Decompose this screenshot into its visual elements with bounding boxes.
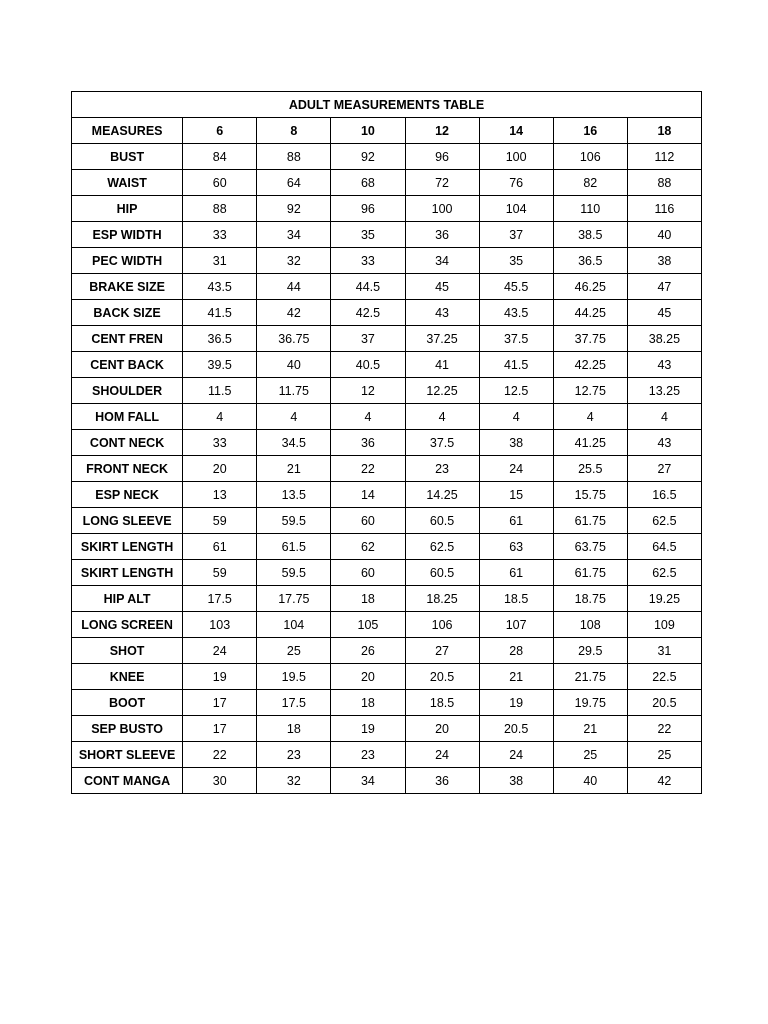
value-cell: 43.5 xyxy=(479,300,553,326)
table-row xyxy=(72,222,702,248)
value-cell: 42 xyxy=(627,768,701,794)
table-title-row xyxy=(72,92,702,118)
header-cell-size: 10 xyxy=(331,118,405,144)
value-cell: 59 xyxy=(183,508,257,534)
value-cell: 76 xyxy=(479,170,553,196)
value-cell: 110 xyxy=(553,196,627,222)
table-row xyxy=(72,612,702,638)
row-label: CONT MANGA xyxy=(72,768,183,794)
value-cell: 28 xyxy=(479,638,553,664)
value-cell: 61.75 xyxy=(553,508,627,534)
value-cell: 84 xyxy=(183,144,257,170)
value-cell: 43 xyxy=(627,430,701,456)
table-row xyxy=(72,378,702,404)
row-label: SHORT SLEEVE xyxy=(72,742,183,768)
header-cell-size: 14 xyxy=(479,118,553,144)
value-cell: 24 xyxy=(183,638,257,664)
value-cell: 44 xyxy=(257,274,331,300)
value-cell: 107 xyxy=(479,612,553,638)
value-cell: 21 xyxy=(553,716,627,742)
value-cell: 27 xyxy=(627,456,701,482)
value-cell: 25 xyxy=(627,742,701,768)
value-cell: 39.5 xyxy=(183,352,257,378)
value-cell: 34 xyxy=(257,222,331,248)
value-cell: 106 xyxy=(405,612,479,638)
value-cell: 41.5 xyxy=(183,300,257,326)
value-cell: 47 xyxy=(627,274,701,300)
value-cell: 12.25 xyxy=(405,378,479,404)
value-cell: 60.5 xyxy=(405,508,479,534)
value-cell: 17.5 xyxy=(257,690,331,716)
table-row xyxy=(72,144,702,170)
row-label: BRAKE SIZE xyxy=(72,274,183,300)
value-cell: 31 xyxy=(627,638,701,664)
value-cell: 32 xyxy=(257,248,331,274)
value-cell: 4 xyxy=(405,404,479,430)
table-row xyxy=(72,768,702,794)
value-cell: 14.25 xyxy=(405,482,479,508)
value-cell: 19 xyxy=(479,690,553,716)
value-cell: 12 xyxy=(331,378,405,404)
value-cell: 104 xyxy=(479,196,553,222)
value-cell: 44.5 xyxy=(331,274,405,300)
table-row xyxy=(72,274,702,300)
value-cell: 100 xyxy=(405,196,479,222)
value-cell: 24 xyxy=(479,742,553,768)
value-cell: 22.5 xyxy=(627,664,701,690)
table-row xyxy=(72,560,702,586)
row-label: SEP BUSTO xyxy=(72,716,183,742)
value-cell: 41 xyxy=(405,352,479,378)
value-cell: 106 xyxy=(553,144,627,170)
value-cell: 20 xyxy=(331,664,405,690)
table-row xyxy=(72,404,702,430)
value-cell: 11.5 xyxy=(183,378,257,404)
value-cell: 36.5 xyxy=(553,248,627,274)
row-label: HOM FALL xyxy=(72,404,183,430)
value-cell: 63.75 xyxy=(553,534,627,560)
value-cell: 22 xyxy=(331,456,405,482)
value-cell: 64.5 xyxy=(627,534,701,560)
value-cell: 11.75 xyxy=(257,378,331,404)
value-cell: 60.5 xyxy=(405,560,479,586)
value-cell: 37 xyxy=(479,222,553,248)
value-cell: 34.5 xyxy=(257,430,331,456)
value-cell: 44.25 xyxy=(553,300,627,326)
value-cell: 33 xyxy=(183,222,257,248)
value-cell: 18 xyxy=(257,716,331,742)
value-cell: 60 xyxy=(331,508,405,534)
row-label: SHOT xyxy=(72,638,183,664)
value-cell: 108 xyxy=(553,612,627,638)
value-cell: 109 xyxy=(627,612,701,638)
row-label: FRONT NECK xyxy=(72,456,183,482)
value-cell: 88 xyxy=(183,196,257,222)
value-cell: 18.75 xyxy=(553,586,627,612)
value-cell: 19 xyxy=(183,664,257,690)
value-cell: 4 xyxy=(183,404,257,430)
row-label: KNEE xyxy=(72,664,183,690)
value-cell: 42.5 xyxy=(331,300,405,326)
value-cell: 19.25 xyxy=(627,586,701,612)
value-cell: 64 xyxy=(257,170,331,196)
value-cell: 26 xyxy=(331,638,405,664)
value-cell: 35 xyxy=(479,248,553,274)
value-cell: 43 xyxy=(627,352,701,378)
value-cell: 88 xyxy=(257,144,331,170)
value-cell: 41.25 xyxy=(553,430,627,456)
value-cell: 27 xyxy=(405,638,479,664)
value-cell: 38 xyxy=(627,248,701,274)
value-cell: 14 xyxy=(331,482,405,508)
table-row xyxy=(72,248,702,274)
value-cell: 32 xyxy=(257,768,331,794)
value-cell: 20.5 xyxy=(479,716,553,742)
value-cell: 60 xyxy=(183,170,257,196)
value-cell: 96 xyxy=(405,144,479,170)
value-cell: 20 xyxy=(183,456,257,482)
value-cell: 38.25 xyxy=(627,326,701,352)
header-cell-size: 6 xyxy=(183,118,257,144)
header-cell-size: 12 xyxy=(405,118,479,144)
value-cell: 62 xyxy=(331,534,405,560)
table-row xyxy=(72,664,702,690)
value-cell: 38.5 xyxy=(553,222,627,248)
value-cell: 40 xyxy=(627,222,701,248)
value-cell: 20.5 xyxy=(627,690,701,716)
value-cell: 15 xyxy=(479,482,553,508)
value-cell: 38 xyxy=(479,768,553,794)
table-row xyxy=(72,716,702,742)
value-cell: 36 xyxy=(331,430,405,456)
value-cell: 18.25 xyxy=(405,586,479,612)
value-cell: 116 xyxy=(627,196,701,222)
value-cell: 41.5 xyxy=(479,352,553,378)
value-cell: 37.75 xyxy=(553,326,627,352)
measurements-table xyxy=(71,91,702,794)
value-cell: 17.75 xyxy=(257,586,331,612)
value-cell: 63 xyxy=(479,534,553,560)
value-cell: 62.5 xyxy=(405,534,479,560)
value-cell: 30 xyxy=(183,768,257,794)
value-cell: 92 xyxy=(257,196,331,222)
value-cell: 21 xyxy=(257,456,331,482)
value-cell: 4 xyxy=(257,404,331,430)
value-cell: 42.25 xyxy=(553,352,627,378)
value-cell: 34 xyxy=(331,768,405,794)
value-cell: 22 xyxy=(183,742,257,768)
value-cell: 61 xyxy=(479,508,553,534)
row-label: ESP WIDTH xyxy=(72,222,183,248)
row-label: SHOULDER xyxy=(72,378,183,404)
value-cell: 36.5 xyxy=(183,326,257,352)
table-title: ADULT MEASUREMENTS TABLE xyxy=(72,92,702,118)
value-cell: 42 xyxy=(257,300,331,326)
value-cell: 17.5 xyxy=(183,586,257,612)
value-cell: 40 xyxy=(257,352,331,378)
value-cell: 25.5 xyxy=(553,456,627,482)
value-cell: 112 xyxy=(627,144,701,170)
value-cell: 12.5 xyxy=(479,378,553,404)
value-cell: 16.5 xyxy=(627,482,701,508)
value-cell: 25 xyxy=(553,742,627,768)
header-cell-size: 16 xyxy=(553,118,627,144)
table-row xyxy=(72,300,702,326)
value-cell: 33 xyxy=(183,430,257,456)
value-cell: 13 xyxy=(183,482,257,508)
row-label: CONT NECK xyxy=(72,430,183,456)
value-cell: 18.5 xyxy=(405,690,479,716)
value-cell: 96 xyxy=(331,196,405,222)
value-cell: 40.5 xyxy=(331,352,405,378)
value-cell: 19.75 xyxy=(553,690,627,716)
value-cell: 21 xyxy=(479,664,553,690)
row-label: LONG SLEEVE xyxy=(72,508,183,534)
value-cell: 23 xyxy=(257,742,331,768)
row-label: BACK SIZE xyxy=(72,300,183,326)
row-label: PEC WIDTH xyxy=(72,248,183,274)
value-cell: 20.5 xyxy=(405,664,479,690)
value-cell: 36.75 xyxy=(257,326,331,352)
value-cell: 17 xyxy=(183,690,257,716)
value-cell: 45 xyxy=(405,274,479,300)
value-cell: 25 xyxy=(257,638,331,664)
table-row xyxy=(72,638,702,664)
value-cell: 35 xyxy=(331,222,405,248)
value-cell: 4 xyxy=(331,404,405,430)
value-cell: 21.75 xyxy=(553,664,627,690)
value-cell: 36 xyxy=(405,768,479,794)
value-cell: 29.5 xyxy=(553,638,627,664)
value-cell: 59.5 xyxy=(257,560,331,586)
value-cell: 37.25 xyxy=(405,326,479,352)
value-cell: 18 xyxy=(331,586,405,612)
value-cell: 15.75 xyxy=(553,482,627,508)
table-row xyxy=(72,534,702,560)
row-label: BOOT xyxy=(72,690,183,716)
table-row xyxy=(72,456,702,482)
value-cell: 82 xyxy=(553,170,627,196)
table-row xyxy=(72,586,702,612)
value-cell: 24 xyxy=(479,456,553,482)
value-cell: 12.75 xyxy=(553,378,627,404)
row-label: WAIST xyxy=(72,170,183,196)
value-cell: 13.25 xyxy=(627,378,701,404)
value-cell: 34 xyxy=(405,248,479,274)
value-cell: 17 xyxy=(183,716,257,742)
table-row xyxy=(72,690,702,716)
value-cell: 4 xyxy=(553,404,627,430)
table-header-row xyxy=(72,118,702,144)
value-cell: 61.5 xyxy=(257,534,331,560)
value-cell: 23 xyxy=(405,456,479,482)
value-cell: 24 xyxy=(405,742,479,768)
value-cell: 100 xyxy=(479,144,553,170)
value-cell: 59.5 xyxy=(257,508,331,534)
row-label: SKIRT LENGTH xyxy=(72,560,183,586)
value-cell: 38 xyxy=(479,430,553,456)
value-cell: 18.5 xyxy=(479,586,553,612)
row-label: CENT FREN xyxy=(72,326,183,352)
row-label: BUST xyxy=(72,144,183,170)
table-row xyxy=(72,170,702,196)
table-row xyxy=(72,508,702,534)
value-cell: 103 xyxy=(183,612,257,638)
table-row xyxy=(72,482,702,508)
value-cell: 4 xyxy=(627,404,701,430)
value-cell: 37.5 xyxy=(405,430,479,456)
table-row xyxy=(72,196,702,222)
value-cell: 13.5 xyxy=(257,482,331,508)
value-cell: 36 xyxy=(405,222,479,248)
row-label: CENT BACK xyxy=(72,352,183,378)
table-row xyxy=(72,326,702,352)
value-cell: 18 xyxy=(331,690,405,716)
value-cell: 92 xyxy=(331,144,405,170)
value-cell: 45.5 xyxy=(479,274,553,300)
value-cell: 62.5 xyxy=(627,560,701,586)
row-label: HIP ALT xyxy=(72,586,183,612)
value-cell: 68 xyxy=(331,170,405,196)
value-cell: 37 xyxy=(331,326,405,352)
value-cell: 37.5 xyxy=(479,326,553,352)
value-cell: 31 xyxy=(183,248,257,274)
value-cell: 33 xyxy=(331,248,405,274)
value-cell: 88 xyxy=(627,170,701,196)
value-cell: 19 xyxy=(331,716,405,742)
value-cell: 62.5 xyxy=(627,508,701,534)
value-cell: 4 xyxy=(479,404,553,430)
table-row xyxy=(72,430,702,456)
value-cell: 45 xyxy=(627,300,701,326)
header-cell-measures: MEASURES xyxy=(72,118,183,144)
value-cell: 40 xyxy=(553,768,627,794)
value-cell: 20 xyxy=(405,716,479,742)
row-label: LONG SCREEN xyxy=(72,612,183,638)
table-row xyxy=(72,742,702,768)
value-cell: 19.5 xyxy=(257,664,331,690)
row-label: ESP NECK xyxy=(72,482,183,508)
table-row xyxy=(72,352,702,378)
value-cell: 23 xyxy=(331,742,405,768)
value-cell: 104 xyxy=(257,612,331,638)
row-label: SKIRT LENGTH xyxy=(72,534,183,560)
value-cell: 43 xyxy=(405,300,479,326)
value-cell: 105 xyxy=(331,612,405,638)
header-cell-size: 18 xyxy=(627,118,701,144)
value-cell: 46.25 xyxy=(553,274,627,300)
header-cell-size: 8 xyxy=(257,118,331,144)
value-cell: 61 xyxy=(479,560,553,586)
value-cell: 22 xyxy=(627,716,701,742)
row-label: HIP xyxy=(72,196,183,222)
value-cell: 43.5 xyxy=(183,274,257,300)
value-cell: 59 xyxy=(183,560,257,586)
value-cell: 72 xyxy=(405,170,479,196)
value-cell: 61 xyxy=(183,534,257,560)
value-cell: 60 xyxy=(331,560,405,586)
value-cell: 61.75 xyxy=(553,560,627,586)
